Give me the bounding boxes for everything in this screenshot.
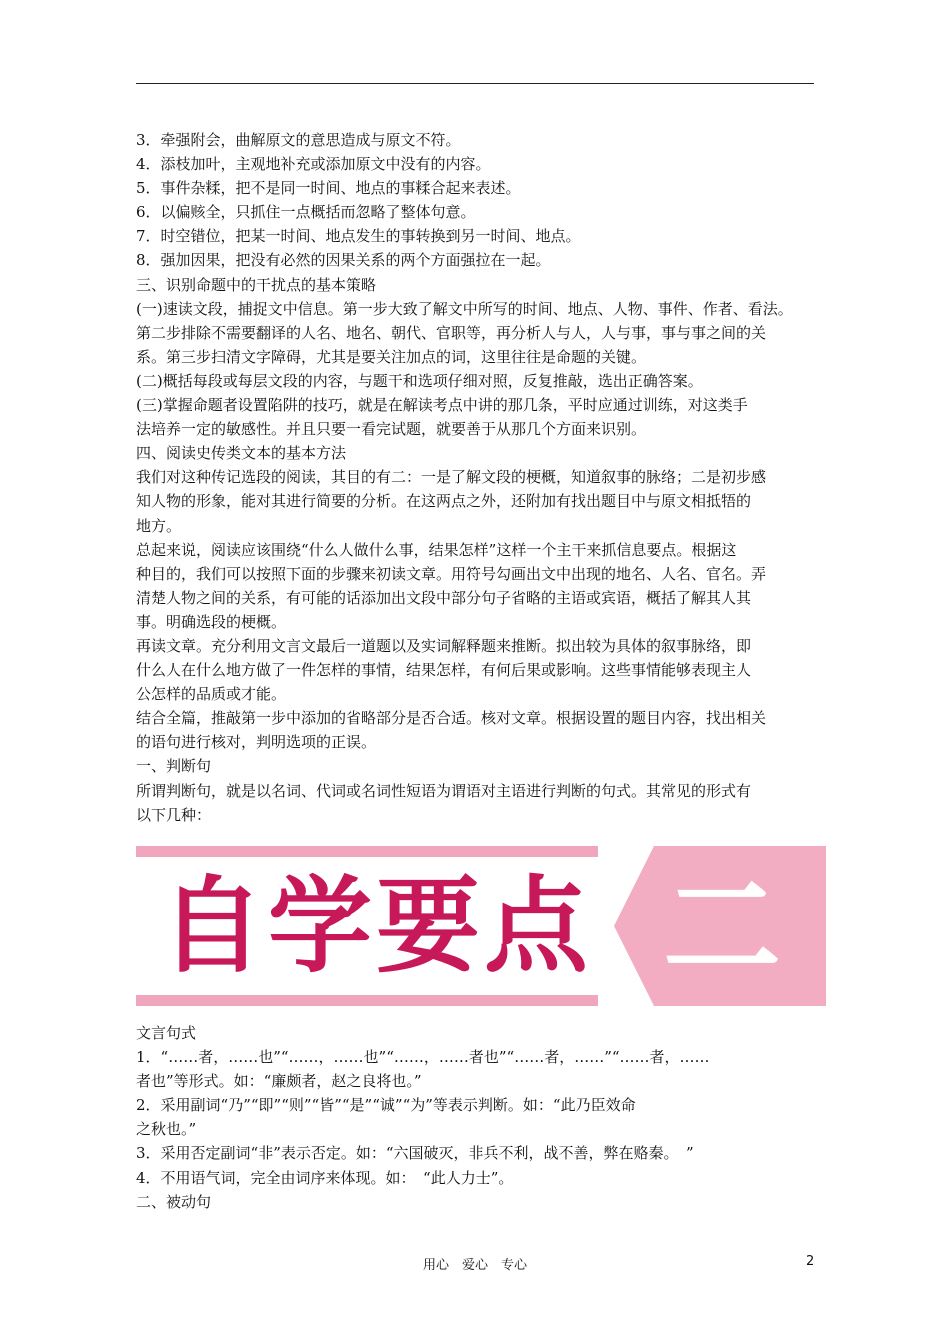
text-line: 地方。 <box>136 516 182 535</box>
banner-badge-icon <box>614 846 826 1006</box>
text-line: 所谓判断句，就是以名词、代词或名词性短语为谓语对主语进行判断的句式。其常见的形式有 <box>136 781 752 800</box>
body-text-top <box>136 128 818 827</box>
page-number: 2 <box>806 1254 815 1269</box>
text-line: 之秋也。” <box>136 1120 197 1139</box>
text-line: 系。第三步扫清文字障碍，尤其是要关注加点的词，这里往往是命题的关键。 <box>136 347 647 366</box>
section-heading: 一、判断句 <box>136 757 212 776</box>
text-line: 什么人在什么地方做了一件怎样的事情，结果怎样，有何后果或影响。这些事情能够表现主人 <box>136 661 752 680</box>
text-line: 公怎样的品质或才能。 <box>136 685 287 704</box>
section-heading: 二、被动句 <box>136 1192 212 1211</box>
text-line: 的语句进行核对，判明选项的正误。 <box>136 733 377 752</box>
text-line: 种目的，我们可以按照下面的步骤来初读文章。用符号勾画出文中出现的地名、人名、官名。弄 <box>136 564 767 583</box>
text-line: 4．添枝加叶，主观地补充或添加原文中没有的内容。 <box>136 155 491 174</box>
text-line: 4．不用语气词，完全由词序来体现。如： “此人力士”。 <box>136 1168 514 1187</box>
text-line: 第二步排除不需要翻译的人名、地名、朝代、官职等，再分析人与人，人与事，事与事之间的关 <box>136 323 767 342</box>
text-line: 总起来说，阅读应该围绕“什么人做什么事，结果怎样”这样一个主干来抓信息要点。根据这 <box>136 540 737 559</box>
text-line: 1．“……者，……也”“……，……也”“……，……者也”“……者，……”“……者，…… <box>136 1048 710 1067</box>
text-line: 我们对这种传记选段的阅读，其目的有二：一是了解文段的梗概，知道叙事的脉络；二是初步感 <box>136 468 767 487</box>
banner-badge-numeral: 二 <box>662 859 782 997</box>
text-line: (二)概括每段或每层文段的内容，与题干和选项仔细对照，反复推敲，选出正确答案。 <box>136 371 703 390</box>
text-line: (一)速读文段，捕捉文中信息。第一步大致了解文中所写的时间、地点、人物、事件、作者、看法。 <box>136 299 793 318</box>
section-heading: 文言句式 <box>136 1024 197 1042</box>
text-line: 以下几种： <box>136 805 212 824</box>
text-line: 6．以偏赅全，只抓住一点概括而忽略了整体句意。 <box>136 203 476 222</box>
banner-top-bar <box>136 846 598 857</box>
text-line: 者也”等形式。如：“廉颇者，赵之良将也。” <box>136 1072 422 1091</box>
text-line: 3．采用否定副词“非”表示否定。如：“六国破灭，非兵不利，战不善，弊在赂秦。 ” <box>136 1144 694 1163</box>
text-line: 2．采用副词“乃”“即”“则”“皆”“是”“诚”“为”等表示判断。如：“此乃臣效命 <box>136 1096 636 1115</box>
text-line: (三)掌握命题者设置陷阱的技巧，就是在解读考点中讲的那几条，平时应通过训练，对这类手 <box>136 396 748 415</box>
text-line: 7．时空错位，把某一时间、地点发生的事转换到另一时间、地点。 <box>136 227 581 246</box>
text-line: 知人物的形象，能对其进行简要的分析。在这两点之外，还附加有找出题目中与原文相抵牾的 <box>136 492 752 511</box>
text-line: 事。明确选段的梗概。 <box>136 612 287 631</box>
body-text-bottom <box>136 1021 818 1214</box>
self-study-banner <box>136 846 826 1006</box>
banner-title: 自学要点 <box>160 865 593 987</box>
text-line: 结合全篇，推敲第一步中添加的省略部分是否合适。核对文章。根据设置的题目内容，找出相关 <box>136 709 767 728</box>
text-line: 清楚人物之间的关系，有可能的话添加出文段中部分句子省略的主语或宾语，概括了解其人其 <box>136 588 752 607</box>
text-line: 法培养一定的敏感性。并且只要一看完试题，就要善于从那几个方面来识别。 <box>136 420 647 439</box>
section-heading: 三、识别命题中的干扰点的基本策略 <box>136 275 377 294</box>
page-footer <box>0 1254 950 1274</box>
section-heading: 四、阅读史传类文本的基本方法 <box>136 444 347 463</box>
text-line: 8．强加因果，把没有必然的因果关系的两个方面强拉在一起。 <box>136 251 551 270</box>
text-line: 3．牵强附会，曲解原文的意思造成与原文不符。 <box>136 131 461 149</box>
footer-motto: 用心 爱心 专心 <box>422 1258 527 1273</box>
banner-bottom-bar <box>136 995 598 1006</box>
text-line: 再读文章。充分利用文言文最后一道题以及实词解释题来推断。拟出较为具体的叙事脉络，即 <box>136 636 752 655</box>
header-rule <box>136 83 814 84</box>
text-line: 5．事件杂糅，把不是同一时间、地点的事糅合起来表述。 <box>136 179 521 198</box>
